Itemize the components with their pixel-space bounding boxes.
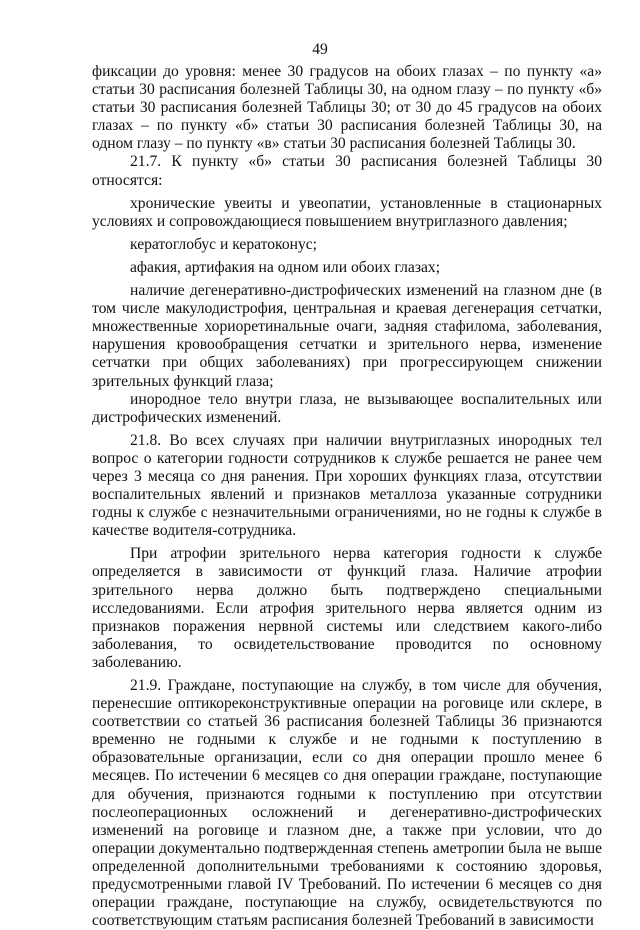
list-item-aphakia: афакия, артифакия на одном или обоих глазах; xyxy=(130,258,441,276)
page-number: 49 xyxy=(312,41,328,58)
paragraph-continuation: фиксации до уровня: менее 30 градусов на обоих глазах – по пункту «а» статьи 30 расписания болезней Таблицы 30, на одном глазу – по пункту «б» статьи 30 расписания болезней Таблицы 30; от 30 до 45 градусов на обоих глазах – по пункту «б» статьи 30 расписания болезней Таблицы 30, на одном глазу – по пункту «в» статьи 30 расписания болезней Таблицы 30. xyxy=(92,63,602,153)
list-item-degenerative-changes: наличие дегенеративно-дистрофических изменений на глазном дне (в том числе макулодистрофия, центральная и краевая дегенерация сетчатки, множественные хориоретинальные очаги, задняя стафилома, заболевания, нарушения кровообращения сетчатки и зрительного нерва, изменение сетчатки при общих заболеваниях) при прогрессирующем снижении зрительных функций глаза; xyxy=(92,282,602,390)
paragraph-21-7: 21.7. К пункту «б» статьи 30 расписания болезней Таблицы 30 относятся: xyxy=(92,153,602,189)
list-item-foreign-body: инородное тело внутри глаза, не вызывающее воспалительных или дистрофических изменений. xyxy=(92,390,602,426)
paragraph-21-8: 21.8. Во всех случаях при наличии внутриглазных инородных тел вопрос о категории годности сотрудников к службе решается не ранее чем через 3 месяца со дня ранения. При хороших функциях глаза, отсутствии воспалительных явлений и признаков металлоза указанные сотрудники годны к службе с незначительными ограничениями, но не годны к службе в качестве водителя-сотрудника. xyxy=(92,431,602,540)
paragraph-21-9: 21.9. Граждане, поступающие на службу, в том числе для обучения, перенесшие оптикореконструктивные операции на роговице или склере, в соответствии со статьей 36 расписания болезней Таблицы 36 признаются временно не годными к службе и не годными к поступлению в образовательные организации, если со дня операции прошло менее 6 месяцев. По истечении 6 месяцев со дня операции граждане, поступающие для обучения, признаются годными к поступлению при отсутствии послеоперационных осложнений и дегенеративно-дистрофических изменений на роговице и глазном дне, а также при условии, что до операции документально подтвержденная степень аметропии была не выше определенной дополнительными требованиями к состоянию здоровья, предусмотренными главой IV Требований. По истечении 6 месяцев со дня операции граждане, поступающие на службу, освидетельствуются по соответствующим статьям расписания болезней Требований в зависимости xyxy=(92,677,602,930)
body-text xyxy=(92,63,602,930)
list-item-keratoconus: кератоглобус и кератоконус; xyxy=(130,235,318,253)
paragraph-optic-atrophy: При атрофии зрительного нерва категория годности к службе определяется в зависимости от функций глаза. Наличие атрофии зрительного нерва должно быть подтверждено специальными исследованиями. Если атрофия зрительного нерва является одним из признаков поражения нервной системы или следствием какого-либо заболевания, то освидетельствование проводится по основному заболеванию. xyxy=(92,545,602,671)
list-item-uveitis: хронические увеиты и увеопатии, установленные в стационарных условиях и сопровождающиеся повышением внутриглазного давления; xyxy=(92,194,602,230)
